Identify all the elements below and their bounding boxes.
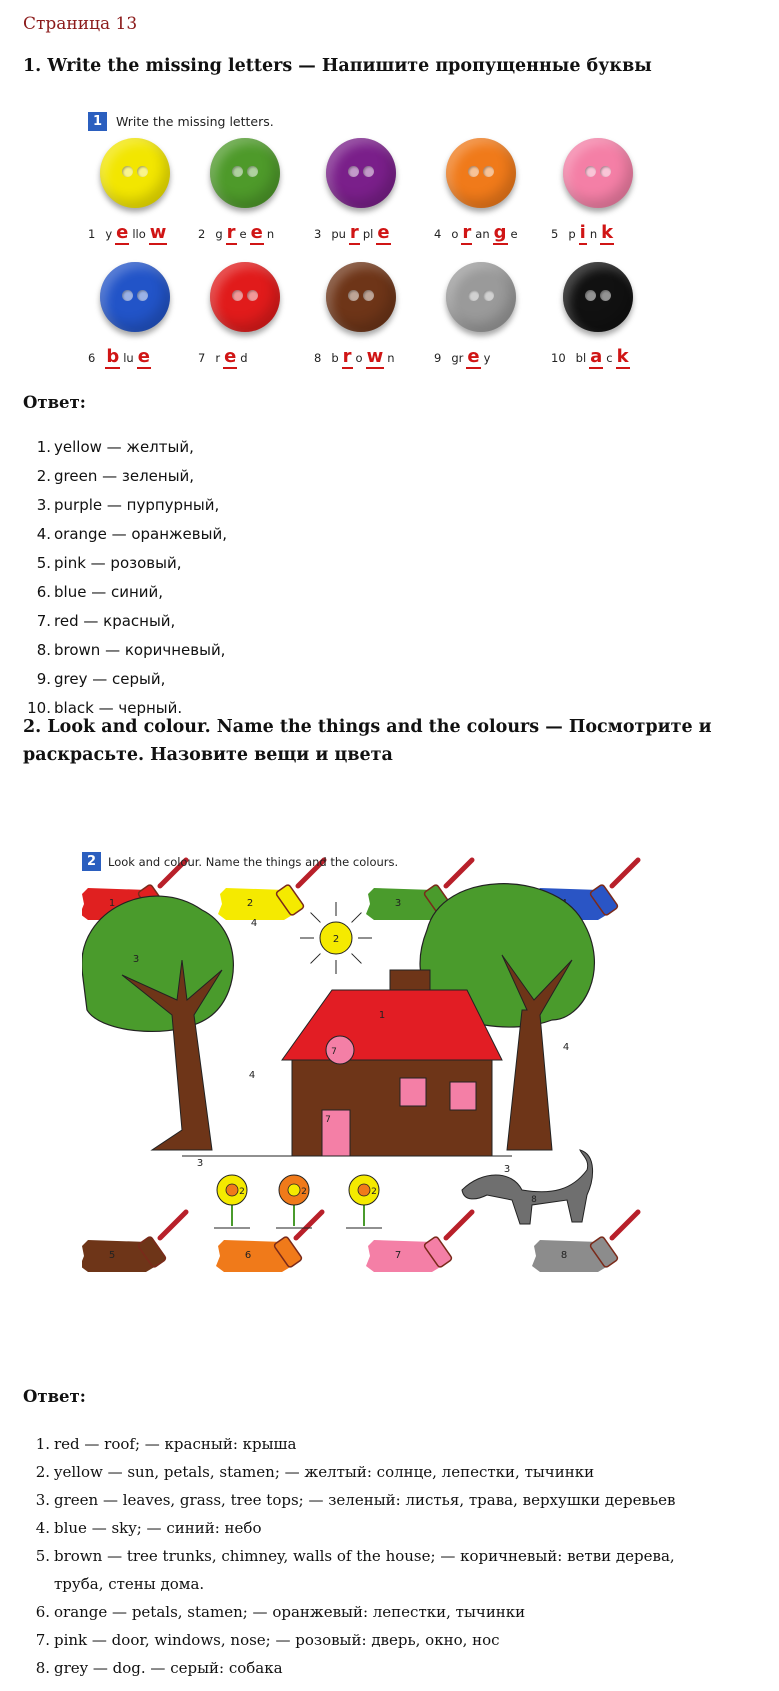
button-item	[88, 138, 198, 268]
word-with-gaps	[314, 346, 398, 367]
sun-ray	[311, 913, 321, 923]
list-item	[0, 607, 227, 636]
item-number: 1	[88, 227, 96, 241]
brush-handle	[446, 860, 472, 886]
button-item	[314, 138, 424, 268]
coloured-button-picture	[446, 138, 516, 208]
brush-handle	[612, 1212, 638, 1238]
colour-word-english: red	[54, 612, 79, 630]
button-hole	[232, 290, 243, 301]
area-number: 3	[196, 1158, 204, 1169]
exercise-instruction: Look and colour. Name the things and the colours.	[108, 855, 399, 869]
brush-number: 3	[394, 898, 402, 909]
button-hole	[468, 290, 479, 301]
exercise2-figure	[82, 850, 692, 1360]
list-item	[0, 1458, 714, 1486]
list-item	[0, 491, 227, 520]
item-number: 2.	[36, 467, 51, 485]
button-hole	[137, 166, 148, 177]
button-hole	[122, 290, 133, 301]
item-number: 10	[551, 351, 566, 365]
missing-letter: e	[116, 222, 129, 243]
colour-word-english: black	[54, 699, 94, 717]
area-number: 2	[301, 1187, 307, 1197]
given-letters: d	[240, 351, 248, 365]
given-letters: llo	[132, 227, 146, 241]
list-item	[0, 1430, 714, 1458]
button-hole	[600, 290, 611, 301]
given-letters: e	[239, 227, 247, 241]
given-letters: p	[568, 227, 576, 241]
coloured-button-picture	[563, 262, 633, 332]
colour-word-english: purple	[54, 496, 103, 514]
button-hole	[247, 166, 258, 177]
colour-word-english: blue	[54, 583, 87, 601]
brush-handle	[446, 1212, 472, 1238]
item-number: 7	[198, 351, 206, 365]
item-number: 1.	[35, 1435, 50, 1453]
given-letters: o	[355, 351, 363, 365]
sun-ray	[311, 954, 321, 964]
given-letters: g	[215, 227, 223, 241]
given-letters: o	[451, 227, 459, 241]
item-number: 5	[551, 227, 559, 241]
item-number: 4.	[35, 1519, 50, 1537]
word-with-gaps	[88, 222, 170, 243]
answer-list-2	[0, 1430, 714, 1682]
sun-ray	[352, 913, 362, 923]
button-item	[198, 138, 308, 268]
button-hole	[363, 166, 374, 177]
list-item	[0, 1514, 714, 1542]
item-number: 10.	[27, 699, 51, 717]
window-right	[450, 1082, 476, 1110]
missing-letter: r	[349, 222, 359, 243]
missing-letter: b	[106, 346, 120, 367]
button-item	[434, 138, 544, 268]
paint-brush-stroke	[218, 860, 324, 920]
missing-letter: r	[226, 222, 236, 243]
area-number: 8	[531, 1195, 537, 1205]
colour-word-translation: — зеленый,	[97, 467, 195, 485]
list-item	[0, 578, 227, 607]
button-hole	[348, 290, 359, 301]
button-hole	[483, 290, 494, 301]
item-number: 2	[198, 227, 206, 241]
list-item	[0, 1542, 714, 1598]
exercise-number-badge: 2	[82, 852, 101, 871]
colour-word-english: pink	[54, 554, 86, 572]
list-item	[0, 549, 227, 578]
area-number: 7	[325, 1115, 331, 1125]
given-letters: n	[589, 227, 598, 241]
brush-number: 2	[246, 898, 254, 909]
list-item	[0, 520, 227, 549]
list-item	[0, 1626, 714, 1654]
brush-handle	[296, 1212, 322, 1238]
exercise-number-badge: 1	[88, 112, 107, 131]
area-number: 7	[331, 1047, 337, 1057]
missing-letter: e	[224, 346, 237, 367]
button-hole	[585, 166, 596, 177]
area-number: 2	[371, 1187, 377, 1197]
page-label: Страница 13	[23, 14, 138, 34]
coloured-button-picture	[326, 262, 396, 332]
missing-letter: w	[149, 222, 167, 243]
colour-word-english: yellow	[54, 438, 102, 456]
dog	[462, 1150, 593, 1224]
button-hole	[122, 166, 133, 177]
flower-center	[288, 1184, 300, 1196]
given-letters: bl	[575, 351, 587, 365]
brush-number: 1	[108, 898, 116, 909]
given-letters: an	[475, 227, 490, 241]
missing-letter: w	[366, 346, 384, 367]
given-letters: r	[215, 351, 221, 365]
button-hole	[348, 166, 359, 177]
word-with-gaps	[198, 222, 277, 243]
list-item	[0, 636, 227, 665]
coloured-button-picture	[563, 138, 633, 208]
button-item	[88, 262, 198, 392]
given-letters: y	[105, 227, 113, 241]
colouring-picture	[82, 850, 692, 1360]
roof	[282, 990, 502, 1060]
item-number: 5.	[36, 554, 51, 572]
missing-letter: e	[250, 222, 263, 243]
coloured-button-picture	[326, 138, 396, 208]
list-item	[0, 1486, 714, 1514]
area-number: 2	[239, 1187, 245, 1197]
exercise-instruction: Write the missing letters.	[116, 114, 274, 129]
colour-word-translation: — коричневый,	[100, 641, 226, 659]
answer-list-1	[0, 433, 227, 723]
item-number: 6.	[36, 583, 51, 601]
given-letters: gr	[451, 351, 464, 365]
given-letters: c	[606, 351, 613, 365]
area-number: 4	[562, 1042, 570, 1053]
word-with-gaps	[551, 222, 617, 243]
item-number: 2.	[35, 1463, 50, 1481]
flower-center	[358, 1184, 370, 1196]
colour-word-english: green	[54, 467, 98, 485]
brush-number: 5	[108, 1250, 116, 1261]
answer-text: red — roof; — красный: крыша	[54, 1435, 297, 1453]
button-item	[198, 262, 308, 392]
area-number: 4	[250, 918, 258, 929]
missing-letter: a	[590, 346, 603, 367]
answer-text: orange — petals, stamen; — оранжевый: лепестки, тычинки	[54, 1603, 526, 1621]
area-number: 3	[503, 1164, 511, 1175]
button-item	[314, 262, 424, 392]
area-number: 1	[378, 1010, 386, 1021]
item-number: 3.	[36, 496, 51, 514]
paint-brush-stroke	[532, 1212, 638, 1272]
button-item	[551, 262, 661, 392]
missing-letter: g	[493, 222, 507, 243]
brush-number: 8	[560, 1250, 568, 1261]
button-hole	[232, 166, 243, 177]
area-number: 2	[332, 934, 340, 945]
button-hole	[137, 290, 148, 301]
answer-text: grey — dog. — серый: собака	[54, 1659, 283, 1677]
list-item	[0, 433, 227, 462]
colour-word-translation: — красный,	[78, 612, 176, 630]
brush-number: 7	[394, 1250, 402, 1261]
coloured-button-picture	[446, 262, 516, 332]
missing-letter: k	[616, 346, 629, 367]
colour-word-english: grey	[54, 670, 88, 688]
button-item	[551, 138, 661, 268]
given-letters: e	[510, 227, 518, 241]
item-number: 8	[314, 351, 322, 365]
item-number: 4.	[36, 525, 51, 543]
item-number: 9.	[36, 670, 51, 688]
colour-word-translation: — серый,	[87, 670, 166, 688]
exercise1-figure	[88, 108, 688, 398]
colour-word-english: brown	[54, 641, 101, 659]
word-with-gaps	[198, 346, 251, 367]
item-number: 8.	[35, 1659, 50, 1677]
window-left	[400, 1078, 426, 1106]
brush-handle	[160, 1212, 186, 1238]
brush-number: 6	[244, 1250, 252, 1261]
area-number: 3	[132, 954, 140, 965]
item-number: 1.	[36, 438, 51, 456]
item-number: 6.	[35, 1603, 50, 1621]
list-item	[0, 462, 227, 491]
button-hole	[483, 166, 494, 177]
answer-text: pink — door, windows, nose; — розовый: дверь, окно, нос	[54, 1631, 500, 1649]
word-with-gaps	[434, 222, 521, 243]
button-hole	[468, 166, 479, 177]
colour-word-translation: — розовый,	[85, 554, 182, 572]
word-with-gaps	[434, 346, 493, 367]
item-number: 7.	[36, 612, 51, 630]
item-number: 4	[434, 227, 442, 241]
answer-label-1: Ответ:	[23, 393, 86, 412]
missing-letter: k	[601, 222, 614, 243]
paint-brush-stroke	[82, 1212, 186, 1272]
missing-letter: i	[579, 222, 586, 243]
given-letters: pl	[362, 227, 374, 241]
item-number: 9	[434, 351, 442, 365]
answer-text: brown — tree trunks, chimney, walls of the house; — коричневый: ветви дерева, труба, стены дома.	[54, 1547, 675, 1593]
tree-top-left	[82, 896, 233, 1031]
item-number: 3	[314, 227, 322, 241]
section2-heading: 2. Look and colour. Name the things and the colours — Посмотрите и раскрасьте. Назовите вещи и цвета	[23, 717, 712, 765]
given-letters: b	[331, 351, 339, 365]
coloured-button-picture	[100, 262, 170, 332]
word-with-gaps	[314, 222, 394, 243]
missing-letter: e	[467, 346, 480, 367]
sun-ray	[352, 954, 362, 964]
coloured-button-picture	[100, 138, 170, 208]
item-number: 6	[88, 351, 96, 365]
colour-word-translation: — желтый,	[101, 438, 194, 456]
colour-word-translation: — черный.	[93, 699, 183, 717]
colour-word-translation: — пурпурный,	[102, 496, 220, 514]
section1-heading: 1. Write the missing letters — Напишите пропущенные буквы	[23, 56, 652, 76]
list-item	[0, 1654, 714, 1682]
button-hole	[600, 166, 611, 177]
flower-center	[226, 1184, 238, 1196]
missing-letter: r	[342, 346, 352, 367]
missing-letter: e	[137, 346, 150, 367]
coloured-button-picture	[210, 262, 280, 332]
button-hole	[585, 290, 596, 301]
brush-handle	[612, 860, 638, 886]
colour-word-english: orange	[54, 525, 107, 543]
given-letters: pu	[331, 227, 346, 241]
answer-label-2: Ответ:	[23, 1387, 86, 1406]
button-hole	[363, 290, 374, 301]
word-with-gaps	[88, 346, 154, 367]
item-number: 7.	[35, 1631, 50, 1649]
missing-letter: r	[462, 222, 472, 243]
given-letters: lu	[123, 351, 134, 365]
colour-word-translation: — оранжевый,	[106, 525, 227, 543]
answer-text: yellow — sun, petals, stamen; — желтый: солнце, лепестки, тычинки	[54, 1463, 595, 1481]
answer-text: blue — sky; — синий: небо	[54, 1519, 262, 1537]
list-item	[0, 665, 227, 694]
coloured-button-picture	[210, 138, 280, 208]
given-letters: n	[266, 227, 275, 241]
list-item	[0, 1598, 714, 1626]
item-number: 8.	[36, 641, 51, 659]
given-letters: n	[387, 351, 395, 365]
area-number: 4	[248, 1070, 256, 1081]
missing-letter: e	[377, 222, 390, 243]
answer-text: green — leaves, grass, tree tops; — зеленый: листья, трава, верхушки деревьев	[54, 1491, 676, 1509]
button-hole	[247, 290, 258, 301]
item-number: 3.	[35, 1491, 50, 1509]
word-with-gaps	[551, 346, 633, 367]
item-number: 5.	[35, 1547, 50, 1565]
button-item	[434, 262, 544, 392]
given-letters: y	[483, 351, 491, 365]
paint-brush-stroke	[366, 1212, 472, 1272]
colour-word-translation: — синий,	[86, 583, 164, 601]
